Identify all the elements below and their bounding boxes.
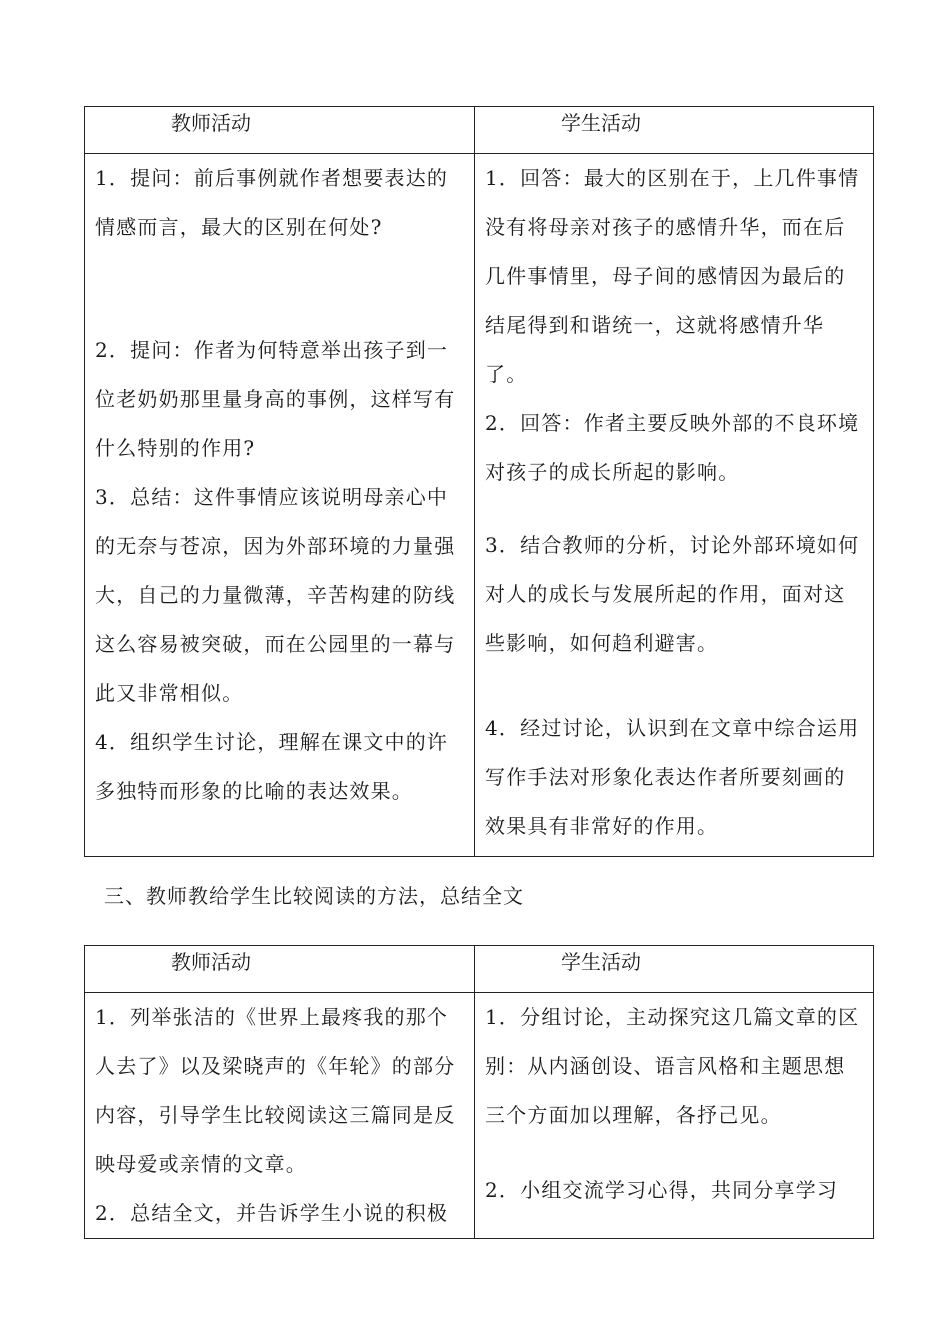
teacher-item: 2．提问：作者为何特意举出孩子到一位老奶奶那里量身高的事例，这样写有什么特别的作用? bbox=[95, 338, 456, 460]
student-item: 4．经过讨论，认识到在文章中综合运用写作手法对形象化表达作者所要刻画的效果具有非常好的作用。 bbox=[485, 716, 860, 838]
teaching-activities-table-1 bbox=[84, 106, 874, 857]
teacher-item: 3．总结：这件事情应该说明母亲心中的无奈与苍凉，因为外部环境的力量强大，自己的力量微薄，辛苦构建的防线这么容易被突破，而在公园里的一幕与此又非常相似。 bbox=[95, 485, 456, 705]
teacher-item: 4．组织学生讨论，理解在课文中的许多独特而形象的比喻的表达效果。 bbox=[95, 730, 449, 803]
header-label: 教师活动 bbox=[171, 950, 251, 974]
header-student-activity bbox=[475, 107, 874, 154]
header-teacher-activity bbox=[85, 946, 475, 993]
header-label: 学生活动 bbox=[561, 950, 641, 974]
table-header-row bbox=[85, 946, 874, 993]
student-activity-cell bbox=[475, 993, 874, 1239]
table-header-row bbox=[85, 107, 874, 154]
teacher-item: 1．提问：前后事例就作者想要表达的情感而言，最大的区别在何处? bbox=[95, 166, 449, 239]
student-activity-cell bbox=[475, 154, 874, 857]
spacer bbox=[95, 252, 464, 326]
teaching-activities-table-2 bbox=[84, 945, 874, 1239]
section-heading: 三、教师教给学生比较阅读的方法，总结全文 bbox=[104, 884, 524, 908]
table-body-row bbox=[85, 154, 874, 857]
student-item: 1．回答：最大的区别在于，上几件事情没有将母亲对孩子的感情升华，而在后几件事情里，母子间的感情因为最后的结尾得到和谐统一，这就将感情升华了。 bbox=[485, 166, 860, 386]
header-teacher-activity bbox=[85, 107, 475, 154]
teacher-item: 2．总结全文，并告诉学生小说的积极 bbox=[95, 1201, 449, 1225]
student-item: 2．小组交流学习心得，共同分享学习 bbox=[485, 1178, 839, 1202]
teacher-activity-cell bbox=[85, 993, 475, 1239]
teacher-activity-cell bbox=[85, 154, 475, 857]
student-item: 2．回答：作者主要反映外部的不良环境对孩子的成长所起的影响。 bbox=[485, 411, 860, 484]
student-item: 1．分组讨论，主动探究这几篇文章的区别：从内涵创设、语言风格和主题思想三个方面加以理解，各抒己见。 bbox=[485, 1005, 860, 1127]
header-label: 学生活动 bbox=[561, 111, 641, 135]
spacer bbox=[485, 668, 863, 704]
spacer bbox=[485, 497, 863, 521]
spacer bbox=[485, 1140, 863, 1166]
teacher-item: 1．列举张洁的《世界上最疼我的那个人去了》以及梁晓声的《年轮》的部分内容，引导学生比较阅读这三篇同是反映母爱或亲情的文章。 bbox=[95, 1005, 456, 1176]
table-body-row bbox=[85, 993, 874, 1239]
student-item: 3．结合教师的分析，讨论外部环境如何对人的成长与发展所起的作用，面对这些影响，如何趋利避害。 bbox=[485, 533, 860, 655]
header-label: 教师活动 bbox=[171, 111, 251, 135]
header-student-activity bbox=[475, 946, 874, 993]
